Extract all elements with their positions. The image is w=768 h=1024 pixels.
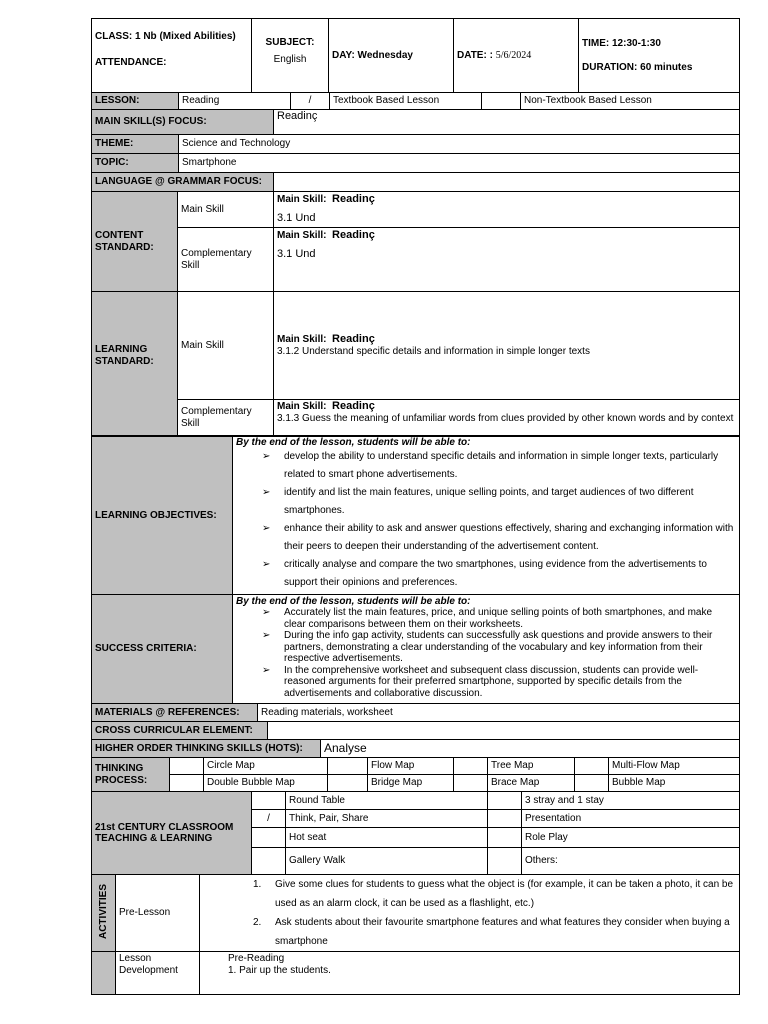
subject-cell <box>252 19 329 93</box>
date-label: DATE: : <box>457 49 493 61</box>
content-main-skill-text: 3.1 Und <box>277 211 316 224</box>
list-item: ➢ develop the ability to understand specific details and information in simple longer texts, particularly related to smart phone advertisements. <box>236 448 736 484</box>
time-cell <box>579 19 740 93</box>
duration-label: DURATION: 60 minutes <box>582 62 693 73</box>
content-main-skill-head: Main Skill: <box>277 194 327 205</box>
date-value: 5/6/2024 <box>495 49 532 61</box>
success-criteria-intro: By the end of the lesson, students will be able to: <box>236 596 471 607</box>
textbook-checkbox[interactable]: / <box>291 93 330 110</box>
pre-lesson-list <box>248 875 736 951</box>
think-pair-share-checkbox[interactable]: / <box>252 810 286 828</box>
others-checkbox[interactable] <box>488 848 522 875</box>
time-label: TIME: 12:30-1:30 <box>582 37 661 49</box>
arrow-bullet-icon: ➢ <box>262 559 271 570</box>
double-bubble-map-checkbox[interactable] <box>170 775 204 792</box>
hots-label: HIGHER ORDER THINKING SKILLS (HOTS): <box>92 740 321 758</box>
pre-lesson-label: Pre-Lesson <box>116 875 200 952</box>
activities-side-label-cell <box>92 875 116 952</box>
class-label: CLASS: 1 Nb (Mixed Abilities) <box>95 31 236 42</box>
theme-value: Science and Technology <box>179 135 740 154</box>
presentation-checkbox[interactable] <box>488 810 522 828</box>
success-criteria-cell <box>233 595 740 704</box>
non-textbook-option: Non-Textbook Based Lesson <box>521 93 740 110</box>
learning-objectives-list <box>236 448 736 592</box>
materials-label: MATERIALS @ REFERENCES: <box>92 704 258 722</box>
gallery-walk-checkbox[interactable] <box>252 848 286 875</box>
learning-comp-skill-value: Readinç <box>332 400 375 412</box>
content-comp-skill-text: 3.1 Und <box>277 247 316 260</box>
activities-side-fill <box>92 952 116 995</box>
others-label: Others: <box>522 848 740 875</box>
hots-table <box>91 739 740 758</box>
textbook-option: Textbook Based Lesson <box>330 93 482 110</box>
cross-curricular-table <box>91 721 740 740</box>
stray-stay-label: 3 stray and 1 stay <box>522 792 740 810</box>
flow-map-label: Flow Map <box>368 758 454 775</box>
list-item: ➢ identify and list the main features, unique selling points, and target audiences of two different smartphones. <box>236 484 736 520</box>
hot-seat-checkbox[interactable] <box>252 828 286 848</box>
list-item: ➢ Accurately list the main features, price, and unique selling points of both smartphones, and make clear comparisons between them on their worksheets. <box>262 607 713 630</box>
tree-map-checkbox[interactable] <box>454 758 488 775</box>
lesson-development-cell <box>200 952 740 995</box>
content-main-skill-value: Readinç <box>332 193 375 205</box>
round-table-label: Round Table <box>286 792 488 810</box>
main-skill-focus-value: Readinç <box>274 110 740 135</box>
class-cell <box>92 19 252 93</box>
gallery-walk-label: Gallery Walk <box>286 848 488 875</box>
bubble-map-label: Bubble Map <box>609 775 740 792</box>
thinking-process-label: THINKING PROCESS: <box>92 758 170 792</box>
pre-lesson-cell <box>200 875 740 952</box>
success-criteria-label: SUCCESS CRITERIA: <box>92 595 233 704</box>
century21-label: 21st CENTURY CLASSROOM TEACHING & LEARNING <box>92 792 252 875</box>
subject-value: English <box>273 53 307 65</box>
arrow-bullet-icon: ➢ <box>262 630 271 641</box>
topic-label: TOPIC: <box>92 154 179 173</box>
list-item: ➢ In the comprehensive worksheet and subsequent class discussion, students can provide well-reasoned arguments for their preferred smartphone, supported by specific details from the advertisements and collaborative discussion. <box>262 664 699 699</box>
bridge-map-checkbox[interactable] <box>328 775 368 792</box>
content-main-skill-cell <box>274 192 740 228</box>
topic-value: Smartphone <box>179 154 740 173</box>
lesson-development-label: Lesson Development <box>116 952 200 995</box>
objectives-table <box>91 436 740 704</box>
non-textbook-checkbox[interactable] <box>482 93 521 110</box>
arrow-bullet-icon: ➢ <box>262 664 271 676</box>
list-item: ➢ During the info gap activity, students can successfully ask questions and provide answers to their partners, demonstrating a clear understanding of the vocabulary and key information from their respective advertisements. <box>262 630 713 664</box>
list-item: 2. Ask students about their favourite smartphone features and what features they consider when buying a smartphone <box>253 917 730 947</box>
header-table <box>91 18 740 93</box>
brace-map-checkbox[interactable] <box>454 775 488 792</box>
learning-main-skill-text: 3.1.2 Understand specific details and information in simple longer texts <box>277 346 590 358</box>
lesson-value: Reading <box>179 93 291 110</box>
pre-reading-item: 1. Pair up the students. <box>228 964 331 976</box>
thinking-process-table <box>91 757 740 792</box>
round-table-checkbox[interactable] <box>252 792 286 810</box>
learning-main-skill-head: Main Skill: <box>277 334 327 346</box>
content-standard-label: CONTENT STANDARD: <box>92 192 178 292</box>
learning-objectives-cell <box>233 437 740 595</box>
learning-main-skill-label: Main Skill <box>178 292 274 400</box>
stray-stay-checkbox[interactable] <box>488 792 522 810</box>
role-play-checkbox[interactable] <box>488 828 522 848</box>
cross-curricular-label: CROSS CURRICULAR ELEMENT: <box>92 722 268 740</box>
grammar-focus-table <box>91 172 740 192</box>
theme-topic-table <box>91 134 740 173</box>
list-item: ➢ enhance their ability to ask and answer questions effectively, sharing and exchanging information with their peers to deepen their understanding of the advertisement content. <box>236 520 736 556</box>
tree-map-label: Tree Map <box>488 758 575 775</box>
content-main-skill-label: Main Skill <box>178 192 274 228</box>
attendance-label: ATTENDANCE: <box>95 56 167 68</box>
grammar-focus-value <box>274 173 740 192</box>
arrow-bullet-icon: ➢ <box>262 523 271 534</box>
skill-focus-table <box>91 109 740 135</box>
bubble-map-checkbox[interactable] <box>575 775 609 792</box>
date-cell <box>454 19 579 93</box>
brace-map-label: Brace Map <box>488 775 575 792</box>
activities-label: ACTIVITIES <box>97 883 109 939</box>
lesson-info-table <box>91 92 740 110</box>
double-bubble-map-label: Double Bubble Map <box>204 775 328 792</box>
content-comp-skill-label: Complementary Skill <box>178 228 274 292</box>
multi-flow-map-checkbox[interactable] <box>575 758 609 775</box>
multi-flow-map-label: Multi-Flow Map <box>609 758 740 775</box>
learning-objectives-intro: By the end of the lesson, students will be able to: <box>236 437 471 448</box>
cross-curricular-value <box>268 722 740 740</box>
learning-objectives-label: LEARNING OBJECTIVES: <box>92 437 233 595</box>
content-comp-skill-value: Readinç <box>332 229 375 241</box>
arrow-bullet-icon: ➢ <box>262 607 271 618</box>
success-criteria-list <box>236 607 736 699</box>
day-label: DAY: Wednesday <box>332 49 413 61</box>
circle-map-checkbox[interactable] <box>170 758 204 775</box>
materials-table <box>91 703 740 722</box>
content-comp-skill-cell <box>274 228 740 292</box>
standards-table <box>91 191 740 436</box>
learning-standard-label: LEARNING STANDARD: <box>92 292 178 436</box>
bridge-map-label: Bridge Map <box>368 775 454 792</box>
learning-main-skill-value: Readinç <box>332 333 375 346</box>
hots-value: Analyse <box>321 740 740 758</box>
grammar-focus-label: LANGUAGE @ GRAMMAR FOCUS: <box>92 173 274 192</box>
list-item: ➢ critically analyse and compare the two smartphones, using evidence from the advertisements to support their opinions and preferences. <box>236 556 736 592</box>
lesson-label: LESSON: <box>92 93 179 110</box>
presentation-label: Presentation <box>522 810 740 828</box>
theme-label: THEME: <box>92 135 179 154</box>
arrow-bullet-icon: ➢ <box>262 451 271 462</box>
day-cell <box>329 19 454 93</box>
activities-table <box>91 874 740 995</box>
role-play-label: Role Play <box>522 828 740 848</box>
think-pair-share-label: Think, Pair, Share <box>286 810 488 828</box>
learning-main-skill-cell <box>274 292 740 400</box>
flow-map-checkbox[interactable] <box>328 758 368 775</box>
century21-table <box>91 791 740 875</box>
learning-comp-skill-cell <box>274 400 740 436</box>
pre-reading-heading: Pre-Reading <box>228 953 285 964</box>
subject-label: SUBJECT: <box>265 37 315 48</box>
learning-comp-skill-text: 3.1.3 Guess the meaning of unfamiliar words from clues provided by other known words and by context <box>277 412 734 424</box>
learning-comp-skill-head: Main Skill: <box>277 401 327 412</box>
hot-seat-label: Hot seat <box>286 828 488 848</box>
learning-comp-skill-label: Complementary Skill <box>178 400 274 436</box>
content-comp-skill-head: Main Skill: <box>277 230 327 241</box>
main-skill-focus-label: MAIN SKILL(S) FOCUS: <box>92 110 274 135</box>
arrow-bullet-icon: ➢ <box>262 487 271 498</box>
list-item: 1. Give some clues for students to guess what the object is (for example, it can be taken a photo, it can be used as an alarm clock, it can be used as a flashlight, etc.) <box>253 879 734 909</box>
materials-value: Reading materials, worksheet <box>258 704 740 722</box>
circle-map-label: Circle Map <box>204 758 328 775</box>
